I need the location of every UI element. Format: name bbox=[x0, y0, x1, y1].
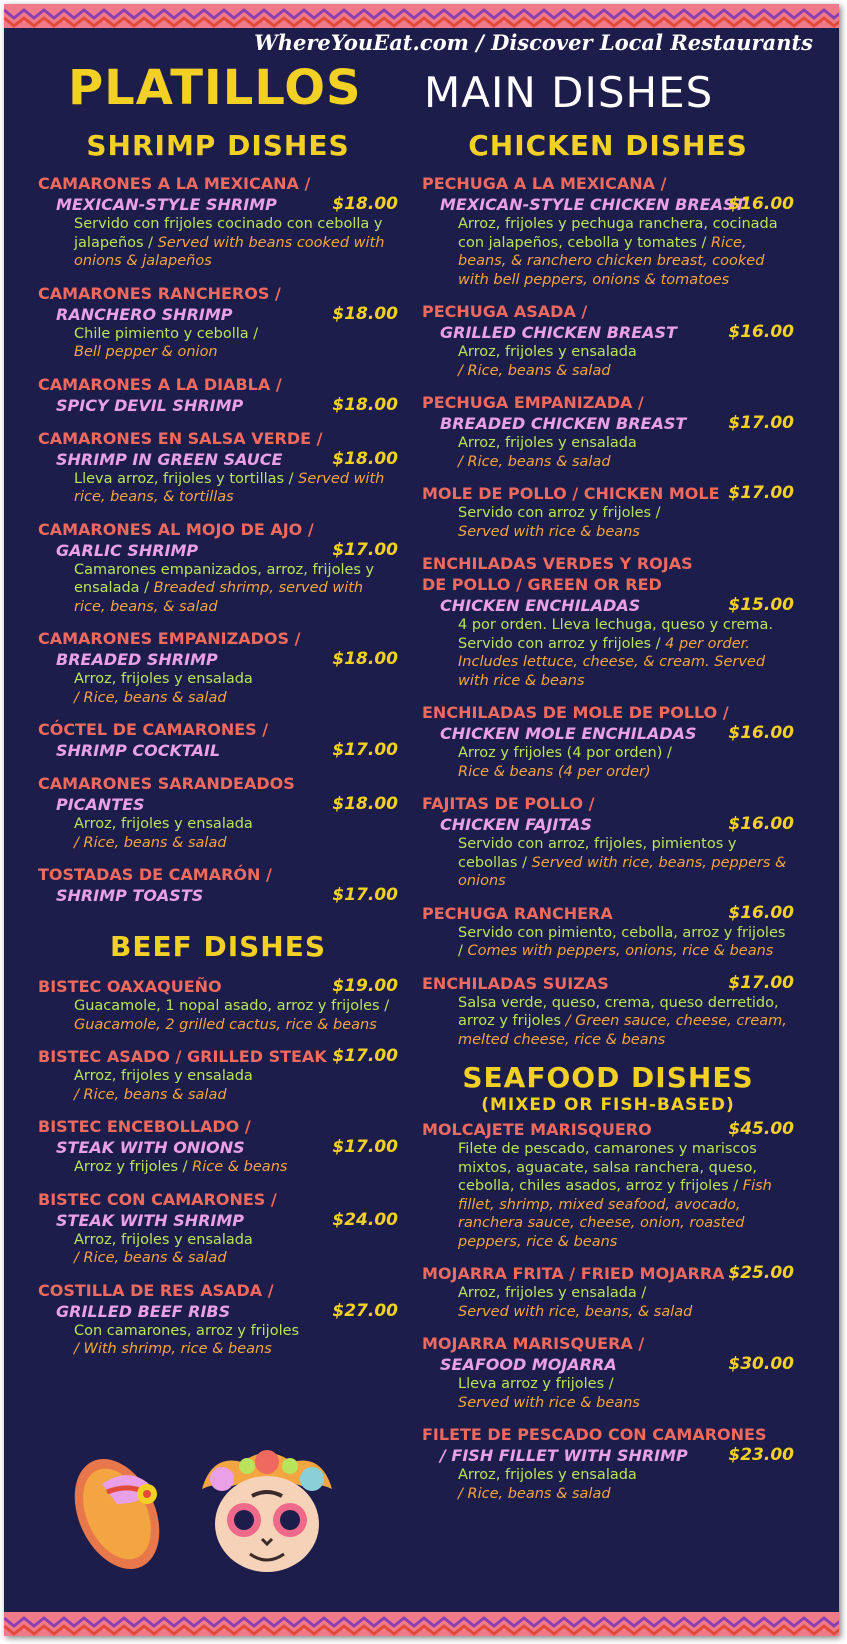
item-description bbox=[38, 1158, 398, 1177]
item-description bbox=[422, 924, 794, 961]
item-name-es: CÓCTEL DE CAMARONES / bbox=[38, 720, 269, 739]
item-price: $18.00 bbox=[332, 303, 398, 324]
zigzag-border-bottom bbox=[4, 1612, 839, 1636]
item-description bbox=[422, 434, 794, 471]
item-description bbox=[422, 994, 794, 1050]
desc-es: Lleva arroz, frijoles y tortillas / bbox=[74, 470, 294, 487]
menu-item bbox=[38, 773, 398, 852]
item-name-en: PICANTES bbox=[56, 795, 145, 814]
desc-es: 4 por orden. Lleva lechuga, queso y crema. Servido con arroz y frijoles / bbox=[458, 617, 773, 652]
menu-item bbox=[38, 1280, 398, 1359]
desc-es: Arroz, frijoles y ensalada bbox=[74, 816, 253, 832]
section-title-shrimp: SHRIMP DISHES bbox=[86, 129, 350, 162]
section-title-beef: BEEF DISHES bbox=[109, 930, 327, 963]
item-description bbox=[422, 1140, 794, 1251]
item-description bbox=[38, 1231, 398, 1268]
item-name-es: BISTEC ASADO / GRILLED STEAK bbox=[38, 1047, 327, 1066]
zigzag-border-top bbox=[4, 4, 839, 28]
desc-es: Arroz, frijoles y ensalada bbox=[74, 1231, 253, 1248]
menu-item bbox=[38, 1189, 398, 1268]
section-title-seafood: SEAFOOD DISHES bbox=[462, 1061, 754, 1094]
item-price: $24.00 bbox=[332, 1209, 398, 1230]
item-description bbox=[38, 1322, 398, 1359]
item-price: $16.00 bbox=[728, 322, 794, 342]
item-price: $17.00 bbox=[332, 740, 398, 760]
desc-en: Rice & beans bbox=[192, 1159, 288, 1175]
desc-es: Filete de pescado, camarones y mariscos mixtos, aguacate, salsa ranchera, queso, cebolla, chiles asados, arroz y frijoles / bbox=[458, 1141, 757, 1194]
desc-en: / Rice, beans & salad bbox=[74, 689, 227, 706]
item-name-es: ENCHILADAS SUIZAS bbox=[422, 973, 609, 993]
item-name-en: SPICY DEVIL SHRIMP bbox=[56, 395, 244, 415]
desc-en: Fish fillet, shrimp, mixed seafood, avocado, ranchera sauce, cheese, onion, roasted peppers, rice & beans bbox=[458, 1178, 772, 1250]
menu-item bbox=[422, 301, 794, 380]
item-name-es: PECHUGA ASADA / bbox=[422, 302, 588, 321]
item-description bbox=[422, 835, 794, 891]
title-spanish: PLATILLOS bbox=[68, 60, 362, 116]
item-price: $18.00 bbox=[332, 649, 398, 669]
desc-en: Served with rice, beans, & salad bbox=[458, 1303, 693, 1320]
item-name-en: CHICKEN FAJITAS bbox=[440, 815, 592, 834]
item-price: $45.00 bbox=[728, 1119, 794, 1139]
desc-en: Rice & beans (4 per order) bbox=[458, 763, 651, 780]
desc-es: Lleva arroz y frijoles / bbox=[458, 1376, 614, 1392]
menu-item bbox=[38, 519, 398, 617]
menu-item bbox=[38, 173, 398, 271]
desc-en: / Rice, beans & salad bbox=[74, 1250, 227, 1266]
desc-es: Chile pimiento y cebolla / bbox=[74, 325, 259, 342]
left-column bbox=[38, 129, 398, 1371]
item-description bbox=[38, 561, 398, 617]
item-name-en: MEXICAN-STYLE CHICKEN BREAST bbox=[440, 195, 746, 214]
desc-es: Camarones empanizados, arroz, frijoles y ensalada / bbox=[74, 561, 375, 596]
item-name-es: MOLCAJETE MARISQUERO bbox=[422, 1120, 652, 1139]
desc-es: Arroz, frijoles y ensalada bbox=[74, 1068, 253, 1084]
sugar-skull-icon bbox=[192, 1444, 342, 1579]
item-price: $17.00 bbox=[332, 539, 398, 560]
item-name-es: CAMARONES SARANDEADOS bbox=[38, 774, 295, 793]
desc-es: Arroz, frijoles y ensalada / bbox=[458, 1285, 647, 1301]
desc-es: Con camarones, arroz y frijoles bbox=[74, 1322, 300, 1339]
item-name-en: BREADED CHICKEN BREAST bbox=[440, 414, 687, 433]
item-name-es: CAMARONES AL MOJO DE AJO / bbox=[38, 519, 314, 539]
item-price: $16.00 bbox=[728, 902, 794, 923]
item-price: $27.00 bbox=[332, 1300, 398, 1321]
watermark: WhereYouEat.com / Discover Local Restaurants bbox=[254, 30, 813, 55]
menu-item bbox=[38, 428, 398, 507]
menu-item bbox=[422, 903, 794, 961]
item-name-es: FAJITAS DE POLLO / bbox=[422, 794, 595, 813]
menu-item bbox=[38, 374, 398, 416]
item-price: $30.00 bbox=[728, 1354, 794, 1374]
item-name-es: ENCHILADAS DE MOLE DE POLLO / bbox=[422, 703, 729, 722]
item-price: $16.00 bbox=[728, 723, 794, 743]
desc-es: Arroz, frijoles y ensalada bbox=[458, 1467, 637, 1483]
section-subtitle-seafood: (MIXED OR FISH-BASED) bbox=[481, 1095, 735, 1115]
menu-item bbox=[422, 1333, 794, 1412]
desc-en: / Rice, beans & salad bbox=[458, 362, 611, 379]
desc-en: Served with rice & beans bbox=[458, 523, 640, 540]
desc-es: Servido con arroz y frijoles / bbox=[458, 505, 661, 521]
item-price: $23.00 bbox=[728, 1445, 794, 1465]
desc-en: Served with rice & beans bbox=[458, 1394, 640, 1411]
desc-en: Served with beans cooked with onions & jalapeños bbox=[74, 234, 385, 269]
desc-en: / Green sauce, cheese, cream, melted cheese, rice & beans bbox=[458, 1013, 787, 1048]
menu-item bbox=[38, 976, 398, 1034]
desc-en: Breaded shrimp, served with rice, beans, & salad bbox=[74, 580, 364, 615]
desc-es: Arroz y frijoles / bbox=[74, 1159, 188, 1175]
item-description bbox=[422, 504, 794, 541]
desc-en: / With shrimp, rice & beans bbox=[74, 1341, 272, 1357]
item-description bbox=[38, 325, 398, 362]
desc-en: / Rice, beans & salad bbox=[74, 1086, 227, 1103]
item-name-es: MOJARRA MARISQUERA / bbox=[422, 1334, 645, 1353]
desc-es: Servido con frijoles cocinado con cebolla y jalapeños / bbox=[74, 216, 383, 251]
item-description bbox=[422, 744, 794, 781]
item-name-es: BISTEC OAXAQUEÑO bbox=[38, 977, 222, 996]
item-price: $17.00 bbox=[332, 885, 398, 905]
desc-en: Guacamole, 2 grilled cactus, rice & beans bbox=[74, 1016, 377, 1033]
item-name-es: PECHUGA EMPANIZADA / bbox=[422, 393, 644, 412]
item-name-en: SHRIMP COCKTAIL bbox=[56, 741, 221, 760]
item-name-es: CAMARONES A LA DIABLA / bbox=[38, 374, 282, 394]
desc-es: Arroz, frijoles y ensalada bbox=[458, 435, 637, 451]
item-name-es: MOLE DE POLLO / CHICKEN MOLE bbox=[422, 484, 720, 503]
right-column bbox=[422, 129, 794, 1515]
item-name-es: BISTEC CON CAMARONES / bbox=[38, 1189, 277, 1209]
item-name-en: CHICKEN MOLE ENCHILADAS bbox=[440, 724, 697, 743]
item-name-es: CAMARONES EN SALSA VERDE / bbox=[38, 428, 323, 448]
item-name-es: CAMARONES EMPANIZADOS / bbox=[38, 629, 301, 648]
section-title-chicken: CHICKEN DISHES bbox=[468, 129, 748, 162]
item-price: $18.00 bbox=[332, 394, 398, 415]
desc-es: Salsa verde, queso, crema, queso derretido, arroz y frijoles bbox=[458, 994, 779, 1029]
item-name-es: MOJARRA FRITA / FRIED MOJARRA bbox=[422, 1264, 725, 1283]
desc-es: Servido con pimiento, cebolla, arroz y frijoles / bbox=[458, 924, 786, 959]
menu-item bbox=[38, 1046, 398, 1104]
item-description bbox=[38, 815, 398, 852]
item-description bbox=[422, 616, 794, 690]
item-price: $18.00 bbox=[332, 794, 398, 814]
item-description bbox=[422, 1466, 794, 1503]
item-name-en: GRILLED BEEF RIBS bbox=[56, 1301, 231, 1321]
item-description bbox=[422, 215, 794, 289]
item-name-es: CAMARONES RANCHEROS / bbox=[38, 283, 281, 303]
item-description bbox=[38, 997, 398, 1034]
desc-en: Rice, beans, & ranchero chicken breast, cooked with bell peppers, onions & tomatoes bbox=[458, 234, 765, 288]
item-price: $16.00 bbox=[728, 814, 794, 834]
menu-item bbox=[422, 793, 794, 891]
item-name-en: STEAK WITH SHRIMP bbox=[56, 1210, 245, 1230]
desc-en: Bell pepper & onion bbox=[74, 344, 218, 360]
item-price: $17.00 bbox=[728, 972, 794, 993]
item-description bbox=[38, 1067, 398, 1104]
menu-item bbox=[38, 719, 398, 761]
menu-item bbox=[422, 392, 794, 471]
menu-item bbox=[422, 973, 794, 1050]
item-description bbox=[422, 1375, 794, 1412]
item-name-es: PECHUGA RANCHERA bbox=[422, 903, 613, 923]
menu-item bbox=[422, 1424, 794, 1503]
item-description bbox=[422, 1284, 794, 1321]
desc-es: Arroz, frijoles y ensalada bbox=[74, 671, 253, 687]
item-description bbox=[38, 215, 398, 271]
item-name-en: GRILLED CHICKEN BREAST bbox=[440, 323, 677, 342]
menu-item bbox=[38, 1116, 398, 1177]
item-price: $17.00 bbox=[332, 1046, 398, 1066]
item-price: $17.00 bbox=[728, 413, 794, 433]
sombrero-icon bbox=[62, 1444, 172, 1574]
item-name-en: SHRIMP IN GREEN SAUCE bbox=[56, 449, 283, 469]
item-price: $17.00 bbox=[332, 1137, 398, 1157]
desc-es: Arroz, frijoles y pechuga ranchera, cocinada con jalapeños, cebolla y tomates / bbox=[458, 216, 778, 251]
desc-es: Guacamole, 1 nopal asado, arroz y frijoles / bbox=[74, 998, 390, 1014]
desc-en: / Rice, beans & salad bbox=[74, 834, 227, 851]
menu-item bbox=[38, 283, 398, 362]
desc-es: Servido con arroz, frijoles, pimientos y cebollas / bbox=[458, 836, 737, 871]
item-price: $15.00 bbox=[728, 595, 794, 615]
item-price: $19.00 bbox=[332, 976, 398, 996]
item-name-en: GARLIC SHRIMP bbox=[56, 540, 199, 560]
item-name-es: ENCHILADAS VERDES Y ROJAS DE POLLO / GREEN OR RED bbox=[422, 554, 693, 594]
desc-en: Served with rice, beans, peppers & onions bbox=[458, 854, 787, 889]
item-name-es: PECHUGA A LA MEXICANA / bbox=[422, 174, 667, 193]
menu-item bbox=[422, 553, 794, 690]
item-price: $17.00 bbox=[728, 483, 794, 503]
desc-en: Served with rice, beans, & tortillas bbox=[74, 470, 385, 505]
desc-es: Arroz y frijoles (4 por orden) / bbox=[458, 745, 672, 761]
item-name-en: CHICKEN ENCHILADAS bbox=[440, 596, 641, 615]
desc-en: / Rice, beans & salad bbox=[458, 1485, 611, 1502]
desc-en: / Rice, beans & salad bbox=[458, 453, 611, 470]
item-price: $25.00 bbox=[728, 1263, 794, 1283]
desc-en: 4 per order. Includes lettuce, cheese, & cream. Served with rice & beans bbox=[458, 635, 766, 689]
item-price: $16.00 bbox=[728, 194, 794, 214]
menu-item bbox=[422, 702, 794, 781]
item-name-en: RANCHERO SHRIMP bbox=[56, 304, 233, 324]
item-name-en: MEXICAN-STYLE SHRIMP bbox=[56, 195, 277, 214]
title-english: MAIN DISHES bbox=[424, 68, 714, 117]
item-name-en: SHRIMP TOASTS bbox=[56, 886, 204, 905]
desc-en: Comes with peppers, onions, rice & beans bbox=[467, 943, 774, 959]
item-description bbox=[38, 470, 398, 507]
menu-item bbox=[422, 1119, 794, 1251]
item-name-es: CAMARONES A LA MEXICANA / bbox=[38, 174, 311, 193]
menu-item bbox=[38, 864, 398, 906]
item-name-en: STEAK WITH ONIONS bbox=[56, 1138, 245, 1157]
item-name-es: BISTEC ENCEBOLLADO / bbox=[38, 1117, 251, 1136]
item-name-es: COSTILLA DE RES ASADA / bbox=[38, 1280, 274, 1300]
item-name-es: FILETE DE PESCADO CON CAMARONES bbox=[422, 1425, 767, 1444]
item-name-en: / FISH FILLET WITH SHRIMP bbox=[440, 1446, 688, 1465]
desc-es: Arroz, frijoles y ensalada bbox=[458, 344, 637, 360]
menu-page bbox=[4, 4, 839, 1636]
menu-item bbox=[422, 173, 794, 289]
item-price: $18.00 bbox=[332, 194, 398, 214]
menu-item bbox=[38, 628, 398, 707]
item-name-en: BREADED SHRIMP bbox=[56, 650, 218, 669]
item-price: $18.00 bbox=[332, 448, 398, 469]
menu-item bbox=[422, 483, 794, 541]
item-description bbox=[38, 670, 398, 707]
item-name-en: SEAFOOD MOJARRA bbox=[440, 1355, 617, 1374]
item-description bbox=[422, 343, 794, 380]
menu-item bbox=[422, 1263, 794, 1321]
item-name-es: TOSTADAS DE CAMARÓN / bbox=[38, 865, 272, 884]
